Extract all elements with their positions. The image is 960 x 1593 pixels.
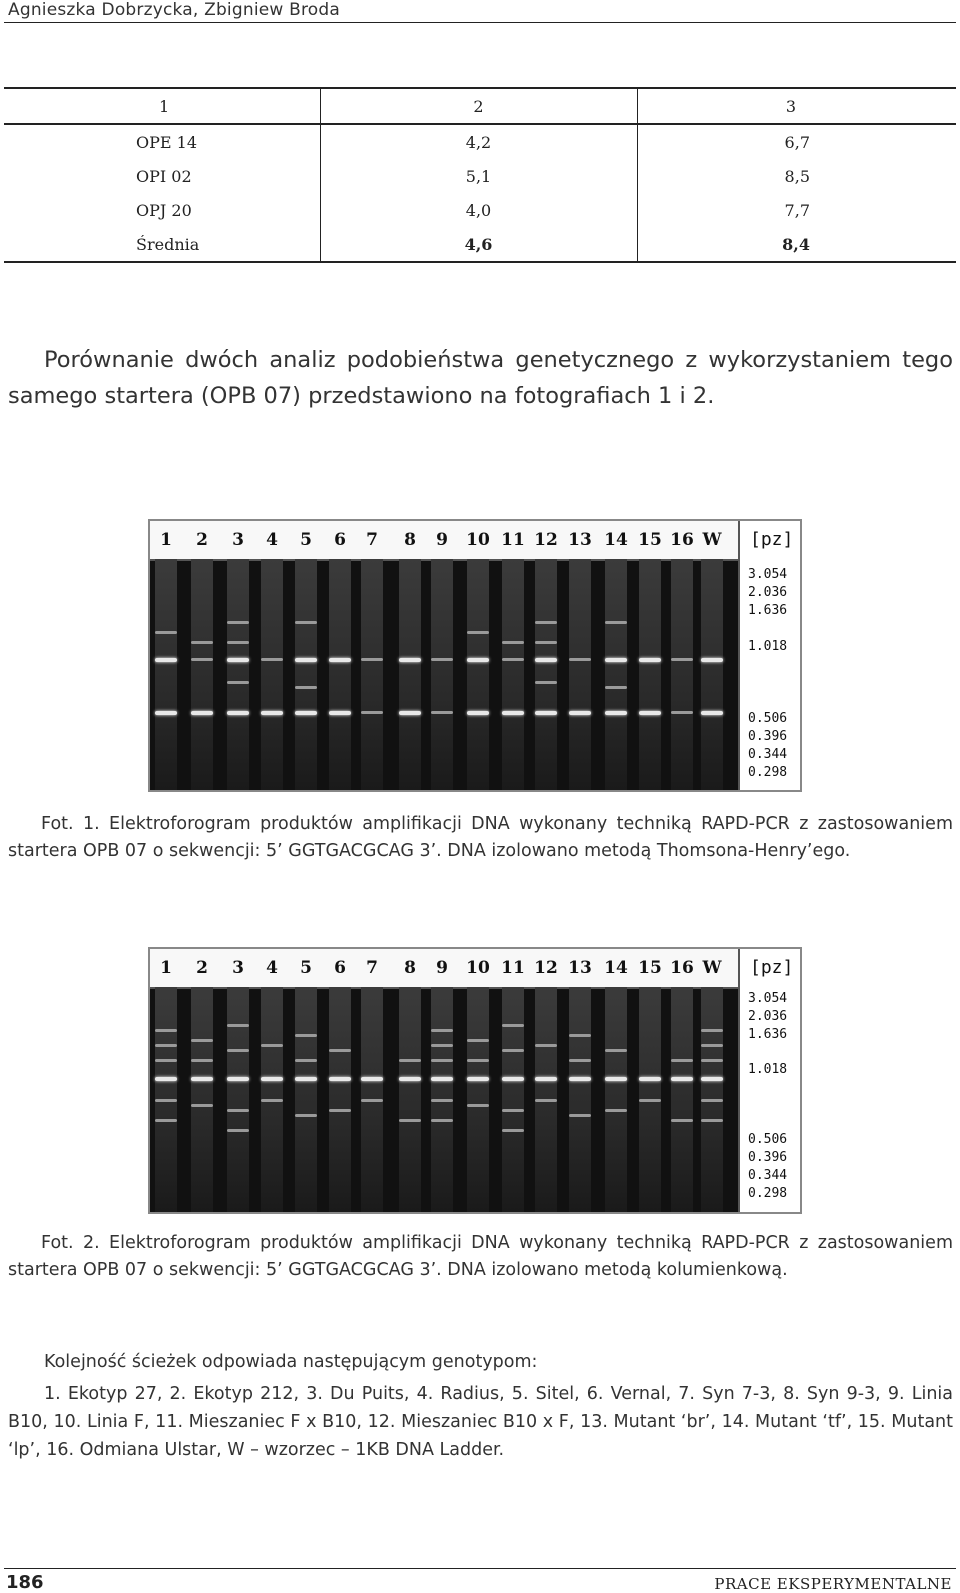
table-row <box>4 193 956 227</box>
gel-band <box>261 1099 283 1102</box>
caption-text: Elektroforogram produktów amplifikacji DNA wykonany techniką RAPD-PCR z zastosowaniem startera OPB 07 o sekwencji: 5’ GGTGACGCAG 3’. DNA izolowano metodą Thomsona-Henry’ego. <box>8 814 953 861</box>
lane-label: 15 <box>638 958 662 978</box>
gel-band <box>155 1044 177 1047</box>
gel-band <box>569 1034 591 1037</box>
gel-lane-label-bar <box>150 949 738 989</box>
gel-band <box>261 1077 283 1081</box>
table-cell: 4,2 <box>320 124 637 159</box>
gel-band <box>569 711 591 715</box>
gel-lane <box>671 987 693 1212</box>
lane-label: 2 <box>196 958 208 978</box>
table-cell: Średnia <box>4 227 320 262</box>
marker-value: 0.344 <box>748 1168 788 1183</box>
gel-band <box>295 1034 317 1037</box>
gel-band <box>467 1039 489 1042</box>
gel-band <box>227 681 249 684</box>
table-cell: OPI 02 <box>4 159 320 193</box>
gel-lane <box>295 987 317 1212</box>
gel-band <box>155 1119 177 1122</box>
lane-label: 12 <box>534 958 558 978</box>
gel-band <box>467 1059 489 1062</box>
gel-band <box>227 621 249 624</box>
gel-band <box>502 641 524 644</box>
gel-lane <box>329 559 351 790</box>
results-table <box>4 87 956 263</box>
gel-lane <box>361 559 383 790</box>
caption-label: Fot. 1. <box>41 814 100 834</box>
table-cell: 7,7 <box>784 200 810 220</box>
lane-label: 9 <box>436 958 448 978</box>
gel-band <box>569 1059 591 1062</box>
lane-label: 10 <box>466 530 490 550</box>
gel-band <box>535 658 557 662</box>
gel-band <box>399 658 421 662</box>
marker-value: 0.344 <box>748 747 788 762</box>
lane-label: 15 <box>638 530 662 550</box>
gel-band <box>502 711 524 715</box>
gel-band <box>535 1077 557 1081</box>
gel-band <box>399 1119 421 1122</box>
lane-label: W <box>702 958 722 978</box>
table-cell: OPJ 20 <box>4 193 320 227</box>
gel-band <box>502 658 524 661</box>
gel-band <box>605 621 627 624</box>
gel-band <box>329 711 351 715</box>
lane-label: 3 <box>232 530 244 550</box>
lane-label: 12 <box>534 530 558 550</box>
gel-band <box>329 658 351 662</box>
running-header-authors: Agnieszka Dobrzycka, Zbigniew Broda <box>8 0 341 20</box>
gel-lane <box>399 559 421 790</box>
gel-band <box>155 658 177 662</box>
gel-band <box>361 1099 383 1102</box>
gel-band <box>701 658 723 662</box>
gel-band <box>155 631 177 634</box>
gel-lane <box>502 987 524 1212</box>
gel-band <box>191 1059 213 1062</box>
figure-caption-1 <box>8 811 953 865</box>
marker-value: 0.396 <box>748 1150 788 1165</box>
marker-value: 0.506 <box>748 1132 788 1147</box>
gel-band <box>535 641 557 644</box>
gel-band <box>605 658 627 662</box>
table-row <box>4 159 956 193</box>
gel-band <box>431 1119 453 1122</box>
gel-lane <box>467 987 489 1212</box>
gel-band <box>701 1029 723 1032</box>
body-paragraph: Porównanie dwóch analiz podobieństwa genetycznego z wykorzystaniem tego samego startera (OPB 07) przedstawiono na fotografiach 1 i 2. <box>8 347 953 409</box>
gel-lane <box>701 559 723 790</box>
table-cell: 8,5 <box>784 166 810 186</box>
gel-band <box>535 1044 557 1047</box>
table-cell: 8,4 <box>637 227 956 262</box>
lane-label: 8 <box>404 530 416 550</box>
lane-label: W <box>702 530 722 550</box>
gel-band <box>431 658 453 661</box>
section-label: PRACE EKSPERYMENTALNE <box>714 1575 952 1593</box>
gel-band <box>502 1129 524 1132</box>
gel-band <box>502 1024 524 1027</box>
gel-band <box>467 711 489 715</box>
marker-value: 3.054 <box>748 991 788 1006</box>
gel-band <box>227 711 249 715</box>
lane-label: 1 <box>160 958 172 978</box>
gel-band <box>569 1077 591 1081</box>
gel-band <box>361 1077 383 1081</box>
footer-rule <box>4 1568 956 1569</box>
gel-band <box>361 711 383 714</box>
gel-band <box>569 1114 591 1117</box>
gel-band <box>605 1109 627 1112</box>
header-rule <box>4 22 956 23</box>
gel-band <box>431 1099 453 1102</box>
gel-band <box>639 1099 661 1102</box>
table-row-mean <box>4 227 956 262</box>
lane-label: 2 <box>196 530 208 550</box>
lane-label: 14 <box>604 530 628 550</box>
table-header-cell: 2 <box>320 88 637 124</box>
gel-band <box>295 1077 317 1081</box>
lane-label: 11 <box>501 958 525 978</box>
gel-band <box>467 1104 489 1107</box>
gel-band <box>671 711 693 714</box>
gel-band <box>701 1044 723 1047</box>
gel-band <box>701 1119 723 1122</box>
gel-band <box>701 1077 723 1081</box>
lane-label: 6 <box>334 530 346 550</box>
gel-band <box>671 658 693 661</box>
lane-label: 4 <box>266 958 278 978</box>
gel-band <box>605 711 627 715</box>
gel-band <box>329 1109 351 1112</box>
gel-band <box>639 711 661 715</box>
gel-band <box>399 711 421 715</box>
gel-lane <box>191 559 213 790</box>
gel-band <box>295 711 317 715</box>
gel-lane <box>399 987 421 1212</box>
gel-band <box>605 686 627 689</box>
marker-value: 1.018 <box>748 639 788 654</box>
gel-band <box>431 1044 453 1047</box>
gel-band <box>467 631 489 634</box>
gel-band <box>191 711 213 715</box>
gel-lane <box>329 987 351 1212</box>
gel-band <box>261 658 283 661</box>
gel-lane <box>639 559 661 790</box>
gel-band <box>502 1049 524 1052</box>
gel-band <box>535 711 557 715</box>
gel-marker-panel <box>738 949 802 1214</box>
gel-band <box>295 1059 317 1062</box>
genotypes-list: 1. Ekotyp 27, 2. Ekotyp 212, 3. Du Puits, 4. Radius, 5. Sitel, 6. Vernal, 7. Syn 7-3, 8. Syn 9-3, 9. Linia B10, 10. Linia F, 11. Mieszaniec F x B10, 12. Mieszaniec B10 x F, 13. Mutant ‘br’, 14. Mutant ‘tf’, 15. Mutant ‘lp’, 16. Odmiana Ulstar, W – wzorzec – 1KB DNA Ladder. <box>8 1384 953 1460</box>
gel-band <box>639 1077 661 1081</box>
gel-band <box>361 658 383 661</box>
marker-value: 1.636 <box>748 1027 788 1042</box>
lane-label: 10 <box>466 958 490 978</box>
lane-label: 11 <box>501 530 525 550</box>
marker-value: 2.036 <box>748 585 788 600</box>
lane-label: 1 <box>160 530 172 550</box>
marker-value: 0.396 <box>748 729 788 744</box>
lane-label: 13 <box>568 958 592 978</box>
gel-band <box>639 658 661 662</box>
gel-band <box>155 1029 177 1032</box>
gel-band <box>329 1077 351 1081</box>
lane-label: 8 <box>404 958 416 978</box>
marker-value: 0.298 <box>748 765 788 780</box>
gel-lane <box>295 559 317 790</box>
gel-lane <box>191 987 213 1212</box>
lane-label: 6 <box>334 958 346 978</box>
gel-band <box>227 1109 249 1112</box>
figure-caption-2 <box>8 1230 953 1284</box>
gel-band <box>227 641 249 644</box>
gel-band <box>671 1119 693 1122</box>
gel-band <box>701 1099 723 1102</box>
lane-label: 4 <box>266 530 278 550</box>
marker-value: 2.036 <box>748 1009 788 1024</box>
lane-label: 5 <box>300 530 312 550</box>
gel-lane <box>502 559 524 790</box>
marker-value: 3.054 <box>748 567 788 582</box>
gel-band <box>227 1129 249 1132</box>
gel-lane <box>671 559 693 790</box>
lane-label: 7 <box>366 958 378 978</box>
gel-band <box>399 1077 421 1081</box>
gel-band <box>155 1059 177 1062</box>
lane-label: 16 <box>670 958 694 978</box>
gel-band <box>431 711 453 714</box>
page-number: 186 <box>6 1572 44 1593</box>
lane-label: 5 <box>300 958 312 978</box>
lane-label: 9 <box>436 530 448 550</box>
gel-lane <box>569 987 591 1212</box>
lane-label: 14 <box>604 958 628 978</box>
lane-label: 7 <box>366 530 378 550</box>
gel-band <box>502 1077 524 1081</box>
gel-lane <box>605 559 627 790</box>
table-header-cell: 3 <box>637 88 956 124</box>
lane-label: 3 <box>232 958 244 978</box>
gel-band <box>399 1059 421 1062</box>
gel-band <box>191 1077 213 1081</box>
gel-band <box>155 711 177 715</box>
gel-lane <box>431 559 453 790</box>
gel-band <box>295 658 317 662</box>
gel-lane <box>605 987 627 1212</box>
gel-band <box>569 658 591 661</box>
gel-band <box>431 1029 453 1032</box>
table-header-row <box>4 88 956 124</box>
lane-label: 13 <box>568 530 592 550</box>
gel-band <box>671 1077 693 1081</box>
table-row <box>4 124 956 159</box>
gel-band <box>191 658 213 661</box>
gel-band <box>155 1077 177 1081</box>
gel-band <box>261 711 283 715</box>
gel-band <box>227 1049 249 1052</box>
gel-band <box>227 658 249 662</box>
marker-unit-label: [pz] <box>750 529 794 550</box>
gel-lane <box>227 987 249 1212</box>
marker-value: 1.636 <box>748 603 788 618</box>
gel-band <box>191 1104 213 1107</box>
gel-band <box>227 1024 249 1027</box>
gel-lane <box>227 559 249 790</box>
gel-band <box>701 1059 723 1062</box>
lane-label: 16 <box>670 530 694 550</box>
gel-band <box>535 1099 557 1102</box>
caption-text: Elektroforogram produktów amplifikacji DNA wykonany techniką RAPD-PCR z zastosowaniem startera OPB 07 o sekwencji: 5’ GGTGACGCAG 3’. DNA izolowano metodą kolumienkową. <box>8 1233 953 1280</box>
marker-value: 0.298 <box>748 1186 788 1201</box>
table-cell: 5,1 <box>320 159 637 193</box>
gel-band <box>605 1077 627 1081</box>
table-header-cell: 1 <box>4 88 320 124</box>
gel-lane <box>467 559 489 790</box>
genotypes-heading: Kolejność ścieżek odpowiada następującym genotypom: <box>44 1352 538 1372</box>
gel-marker-panel <box>738 521 802 792</box>
gel-band <box>227 1077 249 1081</box>
table-cell: 6,7 <box>784 132 810 152</box>
gel-band <box>431 1059 453 1062</box>
gel-band <box>191 641 213 644</box>
marker-value: 0.506 <box>748 711 788 726</box>
gel-band <box>535 621 557 624</box>
marker-value: 1.018 <box>748 1062 788 1077</box>
gel-photo-1 <box>148 519 802 792</box>
gel-lane <box>569 559 591 790</box>
gel-band <box>502 1109 524 1112</box>
gel-band <box>701 711 723 715</box>
gel-band <box>295 1114 317 1117</box>
gel-band <box>467 658 489 662</box>
gel-band <box>261 1044 283 1047</box>
gel-band <box>295 686 317 689</box>
gel-band <box>191 1039 213 1042</box>
gel-band <box>431 1077 453 1081</box>
gel-band <box>467 1077 489 1081</box>
gel-lane <box>261 559 283 790</box>
table-cell: OPE 14 <box>4 124 320 159</box>
marker-unit-label: [pz] <box>750 957 794 978</box>
table-cell: 4,6 <box>320 227 637 262</box>
gel-lane-label-bar <box>150 521 738 561</box>
gel-band <box>671 1059 693 1062</box>
gel-band <box>605 1049 627 1052</box>
gel-band <box>295 621 317 624</box>
gel-lane <box>155 559 177 790</box>
gel-band <box>155 1099 177 1102</box>
gel-lane <box>535 559 557 790</box>
table-cell: 4,0 <box>320 193 637 227</box>
gel-band <box>535 681 557 684</box>
caption-label: Fot. 2. <box>41 1233 100 1253</box>
gel-photo-2 <box>148 947 802 1214</box>
gel-band <box>329 1049 351 1052</box>
